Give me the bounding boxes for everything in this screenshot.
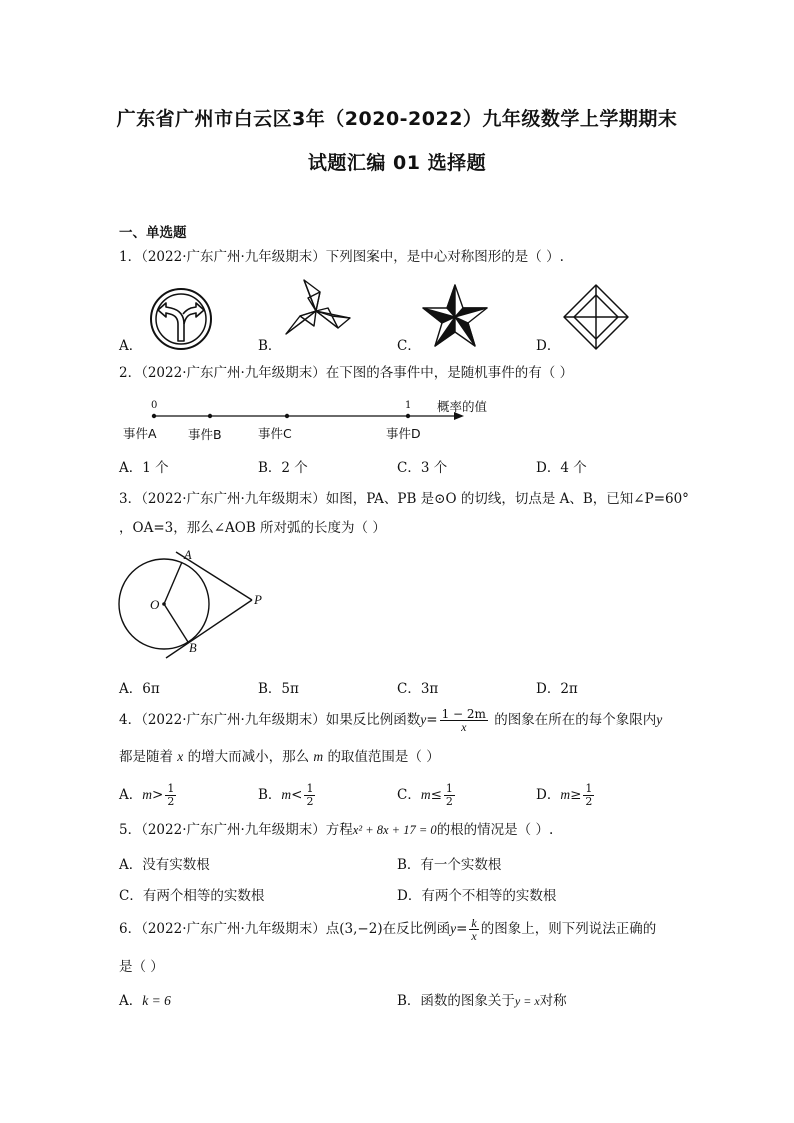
q4-option-d bbox=[536, 783, 596, 808]
q4-option-a-label: A． bbox=[119, 787, 143, 803]
event-b-dot bbox=[208, 414, 212, 418]
q4-var-m: m bbox=[313, 749, 324, 764]
q5-option-a: A．没有实数根 bbox=[119, 857, 210, 873]
q2-option-b: B．2 个 bbox=[258, 460, 308, 476]
event-a-label: 事件A bbox=[123, 426, 157, 441]
point-p-label: P bbox=[254, 592, 262, 607]
event-c-label: 事件C bbox=[258, 426, 292, 441]
question-4-stem-line2 bbox=[119, 748, 440, 766]
q6-option-a-label: A． bbox=[119, 993, 143, 1009]
q6-point: (3,−2) bbox=[339, 921, 383, 937]
q4-option-c-label: C． bbox=[397, 787, 421, 803]
tick-one: 1 bbox=[405, 400, 412, 411]
q1-option-c-label: C． bbox=[397, 338, 421, 354]
q4-option-b-label: B． bbox=[258, 787, 282, 803]
q4-stem-b: 的图象在所在的每个象限内 bbox=[494, 712, 657, 728]
question-6-stem-line1 bbox=[119, 917, 656, 942]
q4-option-b-num: 1 bbox=[306, 782, 314, 795]
q6-option-b-text-a: B．函数的图象关于 bbox=[397, 993, 515, 1009]
page-subtitle: 试题汇编 01 选择题 bbox=[307, 152, 487, 174]
figure-square-swirl bbox=[562, 283, 630, 351]
q4-option-a-var: m bbox=[142, 787, 152, 802]
q4-func-fraction bbox=[440, 708, 488, 733]
q4-option-a-op: > bbox=[152, 787, 164, 803]
q4-option-c bbox=[397, 783, 457, 808]
q4-func-y: y bbox=[420, 712, 427, 727]
q4-stem-a: 4．（2022·广东广州·九年级期末）如果反比例函数 bbox=[119, 712, 421, 728]
event-c-dot bbox=[285, 414, 289, 418]
question-1-stem: 1．（2022·广东广州·九年级期末）下列图案中，是中心对称图形的是（ ）. bbox=[119, 249, 564, 265]
q4-option-b-den: 2 bbox=[306, 795, 314, 808]
q6-func-num: k bbox=[471, 916, 477, 930]
q6-option-a bbox=[119, 989, 171, 1009]
center-dot bbox=[162, 602, 166, 606]
q4-option-c-fraction bbox=[444, 783, 455, 808]
q5-option-c: C．有两个相等的实数根 bbox=[119, 888, 265, 904]
q5-option-d: D．有两个不相等的实数根 bbox=[397, 888, 557, 904]
axis-label: 概率的值 bbox=[437, 399, 488, 414]
event-d-label: 事件D bbox=[386, 426, 421, 441]
q4-option-a-fraction bbox=[165, 783, 176, 808]
q3-option-b: B．5π bbox=[258, 681, 299, 697]
q4-stem2-a: 都是随着 bbox=[119, 749, 173, 765]
q4-option-a bbox=[119, 783, 178, 808]
q6-stem-a: 6．（2022·广东广州·九年级期末）点 bbox=[119, 921, 340, 937]
q4-func-den: x bbox=[461, 720, 467, 734]
tick-zero: 0 bbox=[151, 400, 158, 411]
question-5-stem bbox=[119, 821, 553, 839]
q6-func-y: y bbox=[450, 921, 457, 936]
q4-option-d-num: 1 bbox=[585, 782, 593, 795]
point-o-label: O bbox=[150, 597, 160, 612]
q6-stem-c: 的图象上，则下列说法正确的 bbox=[480, 921, 657, 937]
q6-option-b bbox=[397, 989, 567, 1009]
q3-option-d: D．2π bbox=[536, 681, 578, 697]
q4-option-a-num: 1 bbox=[167, 782, 175, 795]
question-2-stem: 2．（2022·广东广州·九年级期末）在下图的各事件中，是随机事件的有（ ） bbox=[119, 365, 574, 381]
q6-func-fraction bbox=[469, 917, 478, 942]
page-title: 广东省广州市白云区3年（2020-2022）九年级数学上学期期末 bbox=[116, 108, 678, 130]
section-heading: 一、单选题 bbox=[119, 225, 187, 241]
q3-option-c: C．3π bbox=[397, 681, 439, 697]
q5-stem-a: 5．（2022·广东广州·九年级期末）方程 bbox=[119, 822, 353, 838]
event-a-dot bbox=[152, 414, 156, 418]
q1-option-b-label: B． bbox=[258, 338, 282, 354]
question-4-stem-line1 bbox=[119, 708, 662, 733]
question-6-stem-line2: 是（ ） bbox=[119, 959, 164, 975]
q4-func-num: 1 − 2m bbox=[441, 707, 486, 721]
q4-option-c-op: ≤ bbox=[430, 787, 442, 803]
q6-option-b-text-b: 对称 bbox=[539, 993, 567, 1009]
q2-option-d: D．4 个 bbox=[536, 460, 587, 476]
q4-option-d-label: D． bbox=[536, 787, 561, 803]
q4-option-c-den: 2 bbox=[445, 795, 453, 808]
q1-option-d-label: D． bbox=[536, 338, 561, 354]
q5-stem-b: 的根的情况是（ ）. bbox=[436, 822, 554, 838]
q4-option-d-den: 2 bbox=[585, 795, 593, 808]
q4-option-b-var: m bbox=[281, 787, 292, 802]
q1-option-a-label: A． bbox=[119, 338, 143, 354]
q6-option-a-expr: k = 6 bbox=[142, 993, 171, 1008]
q6-stem-b: 在反比例函 bbox=[382, 921, 451, 937]
figure-star bbox=[420, 282, 490, 350]
q4-var-x: x bbox=[177, 749, 184, 764]
q4-option-b bbox=[258, 783, 317, 808]
q4-option-d-var: m bbox=[560, 787, 571, 802]
q4-option-a-den: 2 bbox=[167, 795, 175, 808]
q6-func-den: x bbox=[471, 929, 477, 943]
event-d-dot bbox=[406, 414, 410, 418]
q4-stem-b-y: y bbox=[656, 712, 663, 727]
q4-option-c-var: m bbox=[420, 787, 431, 802]
q2-option-c: C．3 个 bbox=[397, 460, 448, 476]
q4-func-eq: = bbox=[426, 712, 438, 728]
question-3-stem-line2: ，OA=3，那么∠AOB 所对弧的长度为（ ） bbox=[119, 520, 386, 536]
q4-option-d-fraction bbox=[583, 783, 594, 808]
point-a-label: A bbox=[184, 548, 192, 562]
figure-arrows-circle bbox=[148, 286, 214, 352]
radius-oa bbox=[164, 562, 182, 604]
q2-option-a: A．1 个 bbox=[119, 460, 169, 476]
q6-option-b-expr: y = x bbox=[514, 994, 540, 1008]
q5-option-b: B．有一个实数根 bbox=[397, 857, 502, 873]
q4-stem2-c: 的取值范围是（ ） bbox=[327, 749, 440, 765]
q4-option-b-fraction bbox=[304, 783, 315, 808]
q4-option-c-num: 1 bbox=[445, 782, 453, 795]
event-b-label: 事件B bbox=[188, 427, 222, 442]
figure-pinwheel bbox=[280, 278, 352, 344]
question-3-stem-line1: 3．（2022·广东广州·九年级期末）如图，PA、PB 是⊙O 的切线，切点是 A、B，已知∠P=60° bbox=[119, 491, 689, 507]
q6-func-eq: = bbox=[456, 921, 468, 937]
point-b-label: B bbox=[189, 641, 197, 655]
q5-equation: x² + 8x + 17 = 0 bbox=[352, 823, 437, 837]
q4-stem2-b: 的增大而减小，那么 bbox=[187, 749, 310, 765]
q3-option-a: A．6π bbox=[119, 681, 160, 697]
q4-option-d-op: ≥ bbox=[570, 787, 582, 803]
q4-option-b-op: < bbox=[291, 787, 303, 803]
radius-ob bbox=[164, 604, 188, 642]
